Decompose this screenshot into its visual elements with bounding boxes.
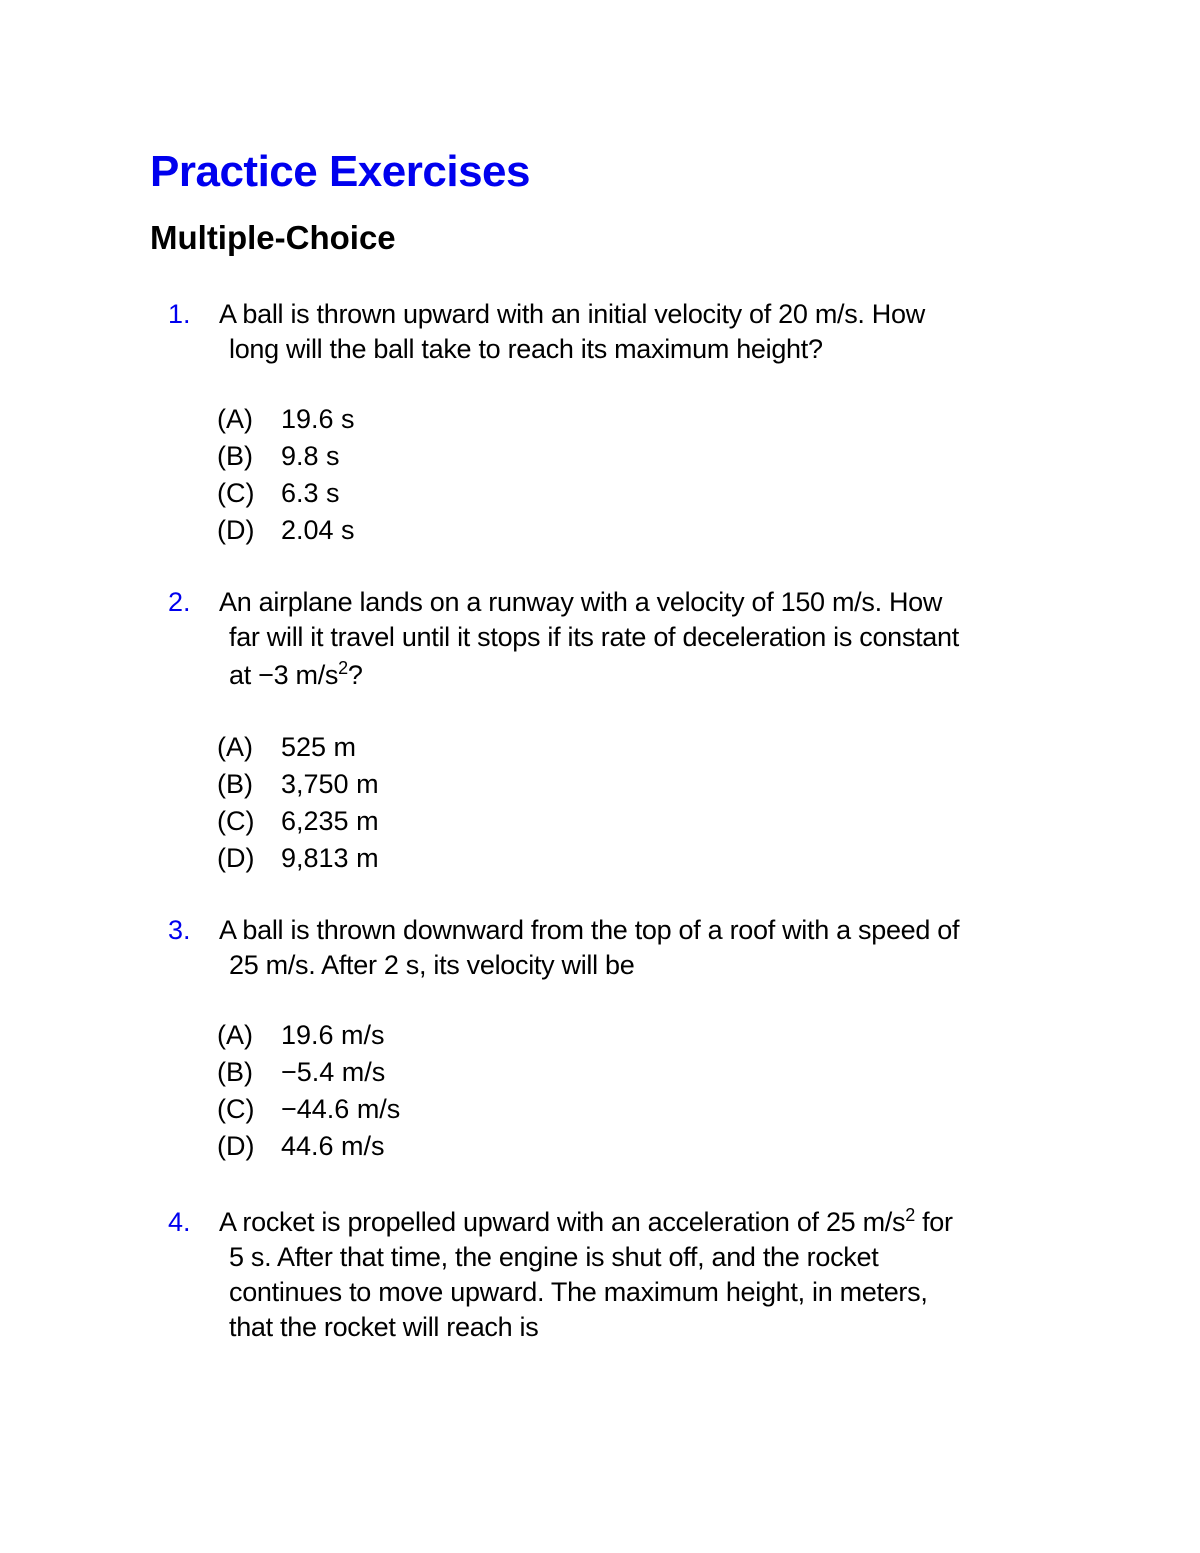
answer-choice[interactable] [217, 803, 617, 840]
answer-choice[interactable] [217, 512, 617, 549]
question-line: A ball is thrown upward with an initial velocity of 20 m/s. How [219, 299, 925, 329]
choice-letter: (B) [217, 1057, 253, 1087]
answer-choice[interactable] [217, 840, 617, 877]
answer-choice[interactable] [217, 475, 617, 512]
answer-choice[interactable] [217, 1091, 617, 1128]
choice-letter: (B) [217, 769, 253, 799]
choice-value: 6,235 m [281, 806, 379, 836]
page-title: Practice Exercises [150, 147, 530, 196]
question-line-text: at −3 m/s [229, 660, 339, 690]
answer-choice[interactable] [217, 1017, 617, 1054]
section-subtitle: Multiple-Choice [150, 219, 396, 256]
question-text [219, 297, 1059, 367]
answer-choice[interactable] [217, 1054, 617, 1091]
question-line: that the rocket will reach is [229, 1312, 539, 1342]
question-line [219, 1205, 1059, 1240]
choice-value: −44.6 m/s [281, 1094, 401, 1124]
choice-letter: (C) [217, 806, 255, 836]
question-line: long will the ball take to reach its maximum height? [229, 334, 823, 364]
superscript: 2 [338, 658, 348, 678]
question-line: 25 m/s. After 2 s, its velocity will be [229, 950, 635, 980]
answer-choice[interactable] [217, 1128, 617, 1165]
choice-value: 9,813 m [281, 843, 379, 873]
question-text [219, 1205, 1059, 1345]
question-text [219, 913, 1059, 983]
superscript: 2 [905, 1205, 915, 1225]
choice-letter: (D) [217, 515, 255, 545]
choice-letter: (D) [217, 843, 255, 873]
choice-value: 2.04 s [281, 515, 355, 545]
question-line: An airplane lands on a runway with a velocity of 150 m/s. How [219, 587, 943, 617]
question-line: A ball is thrown downward from the top of a roof with a speed of [219, 915, 960, 945]
question-line: far will it travel until it stops if its rate of deceleration is constant [229, 622, 959, 652]
answer-choice[interactable] [217, 401, 617, 438]
question-line: 5 s. After that time, the engine is shut off, and the rocket [229, 1242, 879, 1272]
question-line [219, 655, 1059, 693]
question-number: 4. [168, 1207, 191, 1237]
choice-letter: (C) [217, 478, 255, 508]
choice-value: 525 m [281, 732, 357, 762]
choice-letter: (A) [217, 1020, 253, 1050]
choice-value: 3,750 m [281, 769, 379, 799]
question-line-tail: ? [347, 660, 363, 690]
answer-choice[interactable] [217, 729, 617, 766]
choice-letter: (A) [217, 404, 253, 434]
choice-letter: (A) [217, 732, 253, 762]
choice-letter: (C) [217, 1094, 255, 1124]
choice-letter: (B) [217, 441, 253, 471]
choice-value: 9.8 s [281, 441, 340, 471]
question-line-text: A rocket is propelled upward with an acceleration of 25 m/s [219, 1207, 906, 1237]
choice-value: 19.6 m/s [281, 1020, 385, 1050]
choice-value: 19.6 s [281, 404, 355, 434]
question-text [219, 585, 1059, 693]
answer-choice[interactable] [217, 438, 617, 475]
question-number: 3. [168, 915, 191, 945]
question-number: 2. [168, 587, 191, 617]
choice-value: 6.3 s [281, 478, 340, 508]
choice-value: −5.4 m/s [281, 1057, 386, 1087]
question-line: continues to move upward. The maximum height, in meters, [229, 1277, 928, 1307]
answer-choice[interactable] [217, 766, 617, 803]
question-line-tail: for [914, 1207, 953, 1237]
choice-letter: (D) [217, 1131, 255, 1161]
question-number: 1. [168, 299, 191, 329]
choice-value: 44.6 m/s [281, 1131, 385, 1161]
